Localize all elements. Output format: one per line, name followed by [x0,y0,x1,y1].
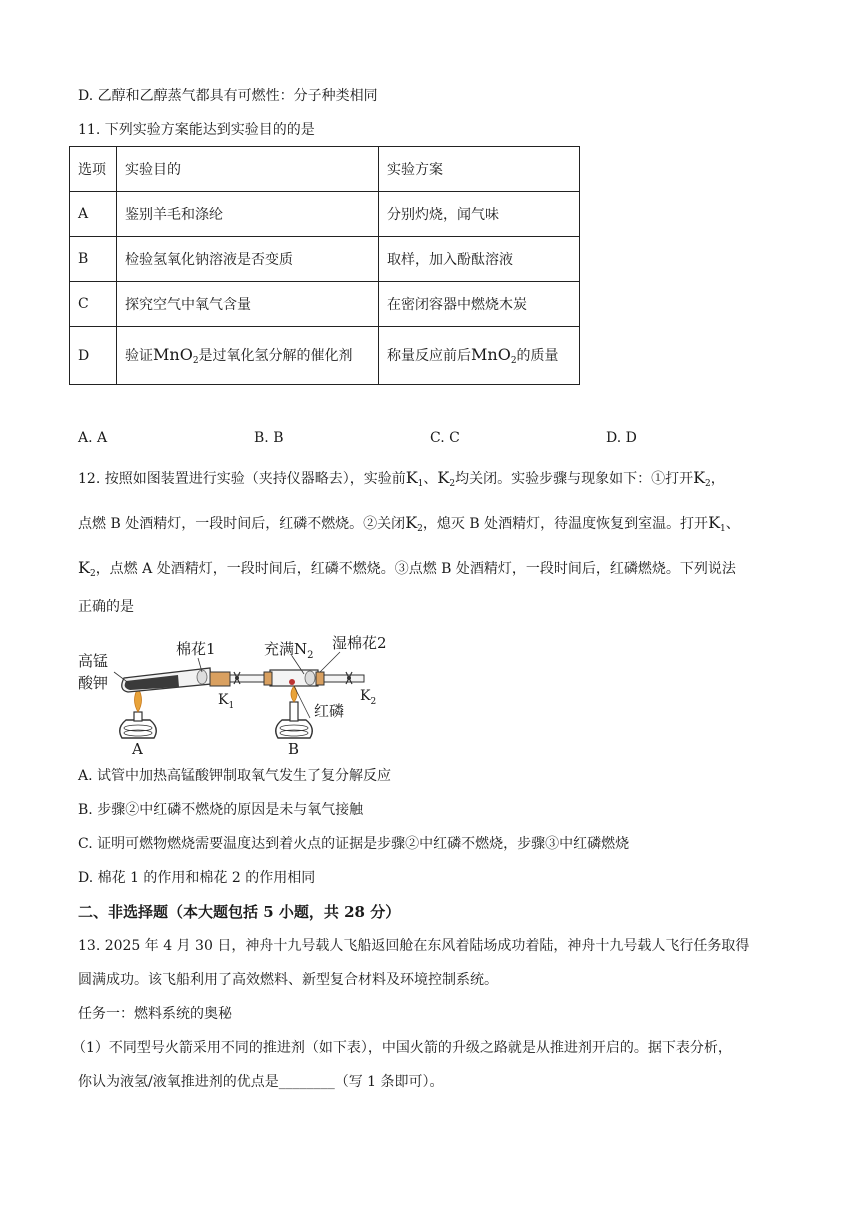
test-tube-icon [122,668,211,692]
q12-option-b[interactable]: B. 步骤②中红磷不燃烧的原因是未与氧气接触 [78,802,364,818]
row-label: D [70,327,117,385]
option-d-line: D. 乙醇和乙醇蒸气都具有可燃性：分子种类相同 [78,88,378,104]
label-n2: 充满$N_2$ [264,640,314,661]
table-row [70,192,580,237]
row-plan: 在密闭容器中燃烧木炭 [379,282,580,327]
q11-stem: 11. 下列实验方案能达到实验目的的是 [78,122,315,138]
label-k1: $K_1$ [218,692,235,711]
row-purpose: 验证MnO$_2$是过氧化氢分解的催化剂 [117,327,379,385]
q13-line-1: 13. 2025 年 4 月 30 日，神舟十九号载人飞船返回舱在东风着陆场成功着陆，神舟十九号载人飞行任务取得 [78,938,750,954]
label-b: B [288,740,300,756]
row-purpose: 鉴别羊毛和涤纶 [117,192,379,237]
label-a: A [132,740,143,756]
header-purpose: 实验目的 [117,147,379,192]
q11-option-a[interactable]: A. A [78,430,108,446]
q12-option-c[interactable]: C. 证明可燃物燃烧需要温度达到着火点的证据是步骤②中红磷不燃烧，步骤③中红磷燃烧 [78,836,630,852]
q12-stem-line-4: 正确的是 [78,599,134,615]
row-label: A [70,192,117,237]
q11-option-c[interactable]: C. C [430,430,460,446]
label-wet-cotton-2: 湿棉花2 [332,634,387,652]
alcohol-lamp-a-icon [120,688,157,738]
glass-tubing [210,670,364,686]
q12-stem-line-1: 12. 按照如图装置进行实验（夹持仪器略去），实验前$K_1$、$K_2$均关闭。实验步骤与现象如下：①打开$K_2$， [78,468,725,489]
apparatus-figure [78,632,398,756]
q13-line-2: 圆满成功。该飞船利用了高效燃料、新型复合材料及环境控制系统。 [78,972,498,988]
row-plan: 取样，加入酚酞溶液 [379,237,580,282]
header-plan: 实验方案 [379,147,580,192]
q13-sub1-line-1: （1）不同型号火箭采用不同的推进剂（如下表），中国火箭的升级之路就是从推进剂开启的。据下表分析， [72,1040,732,1056]
label-k2: $K_2$ [360,688,377,707]
q13-sub1-line-2: 你认为液氢/液氧推进剂的优点是________（写 1 条即可）。 [78,1074,444,1090]
task-1-heading: 任务一：燃料系统的奥秘 [78,1006,232,1022]
row-plan: 称量反应前后MnO$_2$的质量 [379,327,580,385]
q12-option-a[interactable]: A. 试管中加热高锰酸钾制取氧气发生了复分解反应 [78,768,392,784]
section-2-heading: 二、非选择题（本大题包括 5 小题，共 28 分） [78,903,401,921]
row-purpose: 探究空气中氧气含量 [117,282,379,327]
row-plan: 分别灼烧，闻气味 [379,192,580,237]
q11-option-d[interactable]: D. D [606,430,637,446]
table-header-row [70,147,580,192]
label-cotton-1: 棉花1 [176,640,216,658]
q11-table [69,146,580,385]
label-kmno4-line1: 高锰 [78,652,109,670]
q12-option-d[interactable]: D. 棉花 1 的作用和棉花 2 的作用相同 [78,870,316,886]
q11-option-b[interactable]: B. B [254,430,284,446]
row-label: B [70,237,117,282]
table-row [70,282,580,327]
table-row [70,237,580,282]
q12-stem-line-2: 点燃 B 处酒精灯，一段时间后，红磷不燃烧。②关闭$K_2$，熄灭 B 处酒精灯，待温度恢复到室温。打开$K_1$、 [78,513,740,534]
table-row [70,327,580,385]
label-kmno4-line2: 酸钾 [78,674,109,692]
header-option: 选项 [70,147,117,192]
row-label: C [70,282,117,327]
q12-stem-line-3: $K_2$，点燃 A 处酒精灯，一段时间后，红磷不燃烧。③点燃 B 处酒精灯，一段时间后，红磷燃烧。下列说法 [78,558,736,579]
row-purpose: 检验氢氧化钠溶液是否变质 [117,237,379,282]
label-red-phosphorus: 红磷 [314,702,345,720]
